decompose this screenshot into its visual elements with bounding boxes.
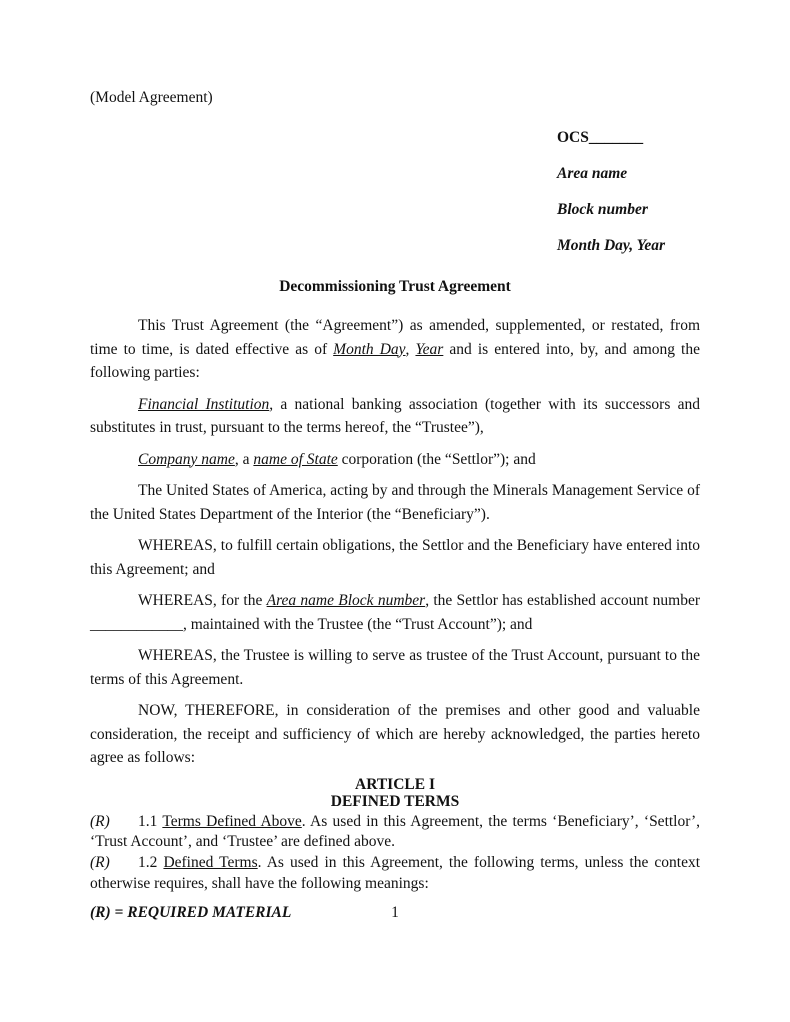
fill-in-state-name: name of State [253,450,338,468]
date-line: Month Day, Year [557,237,666,254]
fill-in-company-name: Company name [138,450,235,468]
fill-in-year: Year [415,340,444,358]
required-material-note: (R) = REQUIRED MATERIAL [90,904,292,921]
area-name-line: Area name [557,165,628,182]
text-segment: WHEREAS, to fulfill certain obligations, the Settlor and the Beneficiary have entered into this Agreement; and [90,537,700,578]
text-segment: , [405,340,416,358]
beneficiary-party-paragraph [90,479,700,526]
text-segment: , the Settlor has established account number ____________, maintained with the Trustee (the “Trust Account”); and [90,592,701,633]
article-subheading: DEFINED TERMS [330,792,460,810]
section-1-2 [90,853,700,895]
article-heading: ARTICLE I [355,775,435,793]
whereas-trustee-paragraph [90,644,700,691]
trustee-party-paragraph [90,393,700,440]
fill-in-financial-institution: Financial Institution [138,395,270,413]
text-segment: and is entered into, by, and among the following parties: [90,340,700,381]
text-segment: WHEREAS, the Trustee is willing to serve as trustee of the Trust Account, pursuant to the terms of this Agreement. [90,647,700,688]
header-fill-in-block [557,120,700,264]
fill-in-month-day: Month Day [333,340,406,358]
text-segment: . As used in this Agreement, the terms ‘Beneficiary’, ‘Settlor’, ‘Trust Account’, and ‘Trustee’ are defined above. [90,812,701,851]
section-1-1 [90,812,700,854]
fill-in-area-block: Area name Block number [266,592,426,609]
model-agreement-label: (Model Agreement) [90,89,213,106]
section-heading: Terms Defined Above [162,812,302,830]
page-number: 1 [391,904,399,921]
text-segment: NOW, THEREFORE, in consideration of the premises and other good and valuable consideration, the receipt and sufficiency of which are hereby acknowledged, the parties hereto agree as follows: [90,702,700,766]
required-marker: (R) [90,854,110,872]
block-number-line: Block number [557,201,648,218]
text-segment: This Trust Agreement (the “Agreement”) as amended, supplemented, or restated, from time to time, is dated effective as of [90,317,700,358]
text-segment: , a national banking association (together with its successors and substitutes in trust, pursuant to the terms hereof, the “Trustee”), [90,395,700,436]
section-heading: Defined Terms [163,854,258,872]
settlor-party-paragraph [90,448,700,472]
text-segment: WHEREAS, for the [138,592,267,609]
now-therefore-paragraph [90,699,700,770]
text-segment: corporation (the “Settlor”); and [337,450,536,468]
section-number: 1.1 [138,812,163,830]
whereas-account-paragraph [90,589,700,636]
ocs-number-line: OCS_______ [557,129,644,146]
section-number: 1.2 [138,854,164,872]
text-segment: , a [234,450,254,468]
text-segment: The United States of America, acting by and through the Minerals Management Service of the United States Department of the Interior (the “Beneficiary”). [90,482,700,523]
required-marker: (R) [90,812,110,830]
text-segment: . As used in this Agreement, the following terms, unless the context otherwise requires, shall have the following meanings: [90,854,701,892]
whereas-obligations-paragraph [90,534,700,581]
intro-paragraph [90,314,700,385]
page-footer [90,903,700,923]
document-title: Decommissioning Trust Agreement [279,278,511,295]
